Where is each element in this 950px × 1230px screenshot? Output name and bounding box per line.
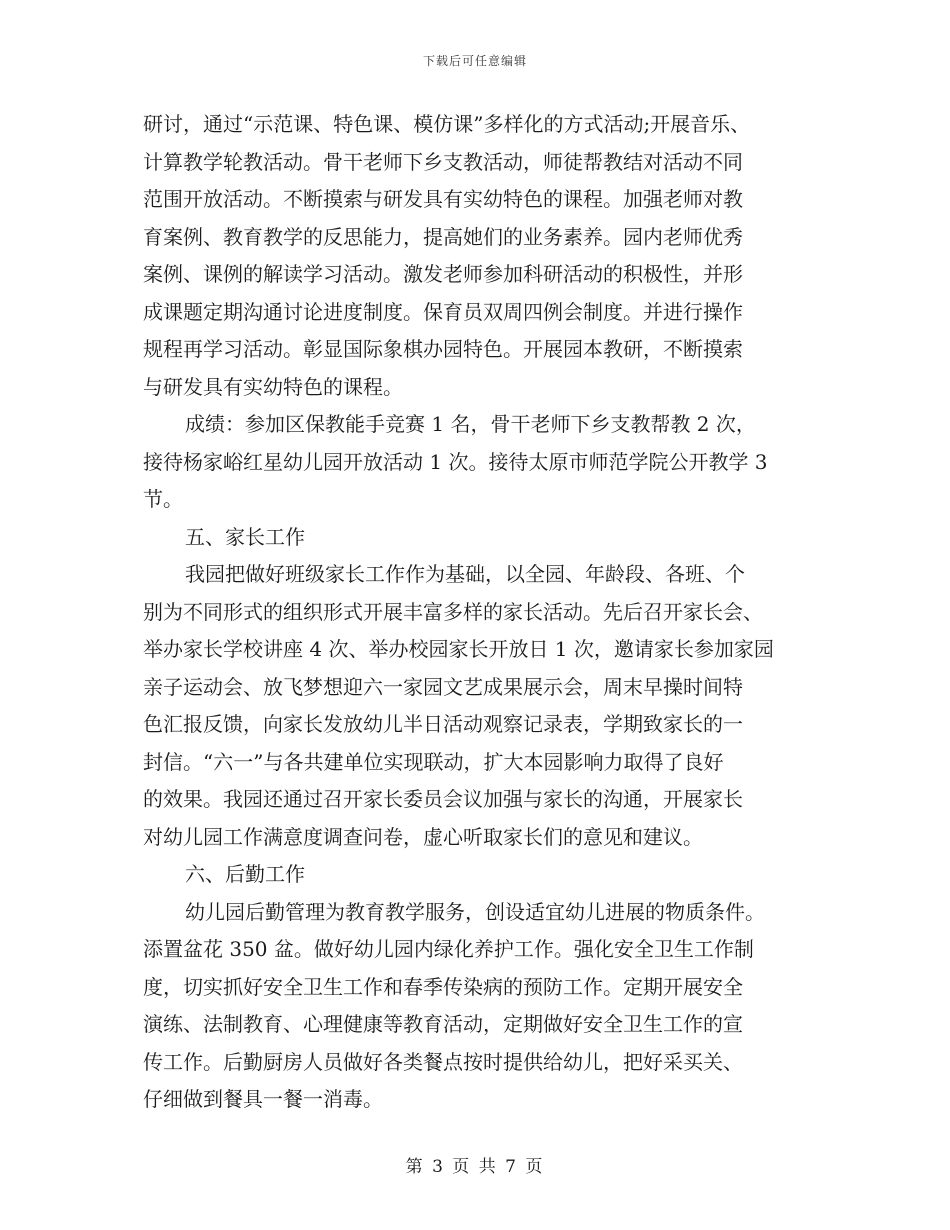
text-line: 范围开放活动。不断摸索与研发具有实幼特色的课程。加强老师对教 xyxy=(143,187,743,211)
text-line: 色汇报反馈，向家长发放幼儿半日活动观察记录表，学期致家长的一 xyxy=(143,712,743,736)
text-line: 案例、课例的解读学习活动。激发老师参加科研活动的积极性，并形 xyxy=(143,262,743,286)
text-line: 育案例、教育教学的反思能力，提高她们的业务素养。园内老师优秀 xyxy=(143,224,743,249)
text-line: 六、后勤工作 xyxy=(185,862,305,886)
text-line: 成课题定期沟通讨论进度制度。保育员双周四例会制度。并进行操作 xyxy=(143,299,743,324)
document-body xyxy=(143,106,818,1119)
text-line: 添置盆花 350 盆。做好幼儿园内绿化养护工作。强化安全卫生工作制 xyxy=(143,937,754,961)
text-line: 研讨，通过“示范课、特色课、模仿课”多样化的方式活动;开展音乐、 xyxy=(143,112,751,136)
text-line: 节。 xyxy=(143,487,183,511)
text-line: 与研发具有实幼特色的课程。 xyxy=(143,374,403,399)
text-line: 我园把做好班级家长工作作为基础，以全园、年龄段、各班、个 xyxy=(185,562,745,586)
text-line: 演练、法制教育、心理健康等教育活动，定期做好安全卫生工作的宣 xyxy=(143,1012,743,1036)
page-footer: 第 3 页 共 7 页 xyxy=(405,1157,545,1177)
text-line: 计算教学轮教活动。骨干老师下乡支教活动，师徒帮教结对活动不同 xyxy=(143,149,743,174)
text-line: 成绩：参加区保教能手竞赛 1 名，骨干老师下乡支教帮教 2 次， xyxy=(185,412,756,436)
text-line: 亲子运动会、放飞梦想迎六一家园文艺成果展示会，周末早操时间特 xyxy=(143,674,743,699)
text-line: 五、家长工作 xyxy=(185,524,305,549)
text-line: 接待杨家峪红星幼儿园开放活动 1 次。接待太原市师范学院公开教学 3 xyxy=(143,449,768,474)
text-line: 幼儿园后勤管理为教育教学服务，创设适宜幼儿进展的物质条件。 xyxy=(185,899,765,924)
text-line: 别为不同形式的组织形式开展丰富多样的家长活动。先后召开家长会、 xyxy=(143,599,763,624)
text-line: 封信。“六一”与各共建单位实现联动，扩大本园影响力取得了良好 xyxy=(143,749,724,774)
text-line: 传工作。后勤厨房人员做好各类餐点按时提供给幼儿，把好采买关、 xyxy=(143,1049,743,1074)
text-line: 对幼儿园工作满意度调查问卷，虚心听取家长们的意见和建议。 xyxy=(143,824,703,849)
page-header: 下载后可任意编辑 xyxy=(422,54,527,68)
text-line: 举办家长学校讲座 4 次、举办校园家长开放日 1 次，邀请家长参加家园 xyxy=(143,637,774,661)
text-line: 的效果。我园还通过召开家长委员会议加强与家长的沟通，开展家长 xyxy=(143,787,743,811)
text-line: 规程再学习活动。彰显国际象棋办园特色。开展园本教研，不断摸索 xyxy=(143,337,743,361)
text-line: 仔细做到餐具一餐一消毒。 xyxy=(143,1087,383,1111)
text-line: 度，切实抓好安全卫生工作和春季传染病的预防工作。定期开展安全 xyxy=(143,974,743,999)
